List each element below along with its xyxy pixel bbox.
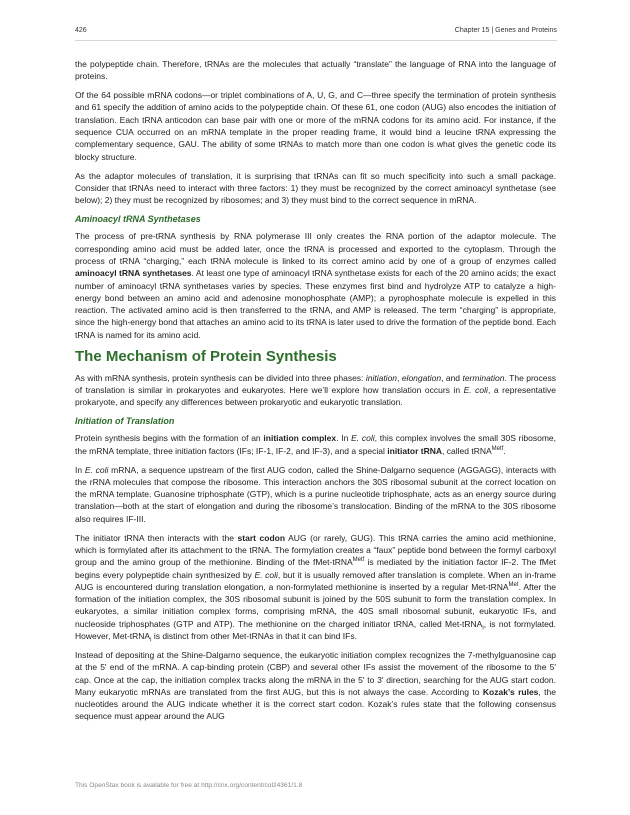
- text-run: , but it is usually removed after translation is complete. When an in-frame AUG is encountered during translation elongation, a non-formylated methionine is inserted by a regular Met-tRNA: [75, 569, 556, 592]
- text-run: In: [75, 464, 85, 475]
- species-name: E. coli: [463, 384, 488, 395]
- text-run: Protein synthesis begins with the formation of an: [75, 433, 264, 444]
- main-content: [75, 58, 556, 729]
- text-run: ,: [397, 372, 402, 383]
- text-run: As with mRNA synthesis, protein synthesis can be divided into three phases:: [75, 372, 366, 383]
- species-name: E. coli: [351, 433, 375, 444]
- text-run: , is not formylated. However, Met-tRNA: [75, 618, 557, 642]
- paragraph: [75, 230, 556, 341]
- paragraph: Of the 64 possible mRNA codons—or triplet combinations of A, U, G, and C—three specify the termination of protein synthesis and 61 specify the addition of amino acids to the polypeptide chain. Of these 61, one codon (AUG) also encodes the initiation of translation. Each tRNA anticodon can base pair with one or more of the mRNA codons for its amino acid. For instance, if the sequence CUA occurred on an mRNA template in the proper reading frame, it would bind a leucine tRNA expressing the complementary sequence, GAU. The ability of some tRNAs to match more than one codon is what gives the genetic code its blocky structure.: [75, 90, 556, 162]
- subsection-heading: Aminoacyl tRNA Synthetases: [75, 214, 201, 225]
- italic-term: initiation: [365, 372, 398, 383]
- text-run: , this complex involves the small 30S ribosome, the mRNA template, three initiation factors (IFs; IF-1, IF-2, and IF-3), and a special: [75, 433, 556, 456]
- paragraph: [75, 649, 556, 723]
- text-run: .: [503, 445, 506, 456]
- key-term: Kozak’s rules: [482, 686, 539, 697]
- subscript: i: [150, 637, 152, 644]
- superscript: Metf: [352, 557, 365, 564]
- text-run: , and: [441, 372, 463, 383]
- text-run: is distinct from other Met-tRNAs in that it can bind IFs.: [151, 631, 357, 642]
- paragraph: [75, 532, 556, 643]
- text-run: , the nucleotides around the AUG indicate whether it is the correct start codon. Kozak’s rules state that the following consensus sequence must appear around the AUG: [75, 686, 556, 722]
- text-run: , called tRNA: [442, 445, 492, 456]
- text-run: mRNA, a sequence upstream of the first AUG codon, called the Shine-Dalgarno sequence (AGGAGG), interacts with the rRNA molecules that compose the ribosome. This interaction anchors the 30S ribosomal subunit at the correct location on the mRNA template. Guanosine triphosphate (GTP), which is a purine nucleotide triphosphate, acts as an energy source during translation—both at the start of elongation and during the ribosome’s translocation. Binding of the mRNA to the 30S ribosome also requires IF-III.: [75, 464, 557, 524]
- subsection-heading: Initiation of Translation: [75, 416, 175, 427]
- key-term: aminoacyl tRNA synthetases: [75, 268, 192, 279]
- text-run: AUG (or rarely, GUG). This tRNA carries the amino acid methionine, which is formylated after its attachment to the tRNA. The formylation creates a “faux” peptide bond between the formyl carboxyl group and the amino group of the methionine. Binding of the fMet-tRNA: [75, 532, 556, 568]
- superscript: Metf: [491, 445, 504, 452]
- text-run: , a representative prokaryote, and specify any differences between prokaryotic and eukaryotic translation.: [75, 384, 556, 408]
- key-term: initiation complex: [263, 433, 337, 444]
- subscript: i: [482, 625, 484, 632]
- paragraph: As the adaptor molecules of translation, it is surprising that tRNAs can fit so much specificity into such a small package. Consider that tRNAs need to interact with three factors: 1) they must be recognized by the correct aminoacyl synthetase (see below); 2) they must be recognized by ribosomes; and 3) they must bind to the correct sequence in mRNA.: [75, 170, 556, 206]
- header-rule: [75, 40, 557, 41]
- paragraph: [75, 464, 556, 525]
- text-run: . After the formation of the initiation complex, the 30S ribosomal subunit is joined by the 50S subunit to form the translation complex. In eukaryotes, a similar initiation complex forms, comprising mRNA, the 40S small ribosomal subunit, eukaryotic IFs, and nucleoside triphosphates (GTP and ATP). The methionine on the charged initiator tRNA, called Met-tRNA: [75, 581, 556, 629]
- text-run: . The process of translation is similar in prokaryotes and eukaryotes. Here we’ll explore how translation occurs in: [75, 372, 556, 395]
- key-term: initiator tRNA: [387, 445, 443, 456]
- text-run: Instead of depositing at the Shine-Dalgarno sequence, the eukaryotic initiation complex recognizes the 7-methylguanosine cap at the 5' end of the mRNA. A cap-binding protein (CBP) and several other IFs assist the movement of the ribosome to the 5' cap. Once at the cap, the initiation complex tracks along the mRNA in the 5' to 3' direction, searching for the AUG start codon. Many eukaryotic mRNAs are translated from the first AUG, but this is not always the case. According to: [75, 649, 556, 697]
- italic-term: elongation: [401, 372, 442, 383]
- page-number: 426: [75, 27, 87, 34]
- species-name: E. coli: [84, 464, 109, 475]
- page-footer: This OpenStax book is available for free at http://cnx.org/content/col24361/1.8: [75, 782, 303, 789]
- key-term: start codon: [237, 532, 286, 543]
- text-run: The process of pre-tRNA synthesis by RNA polymerase III only creates the RNA portion of the adaptor molecule. The corresponding amino acid must be added later, once the tRNA is processed and exported to the cytoplasm. Through the process of tRNA “charging,” each tRNA molecule is linked to its correct amino acid by one of a group of enzymes called: [75, 231, 556, 266]
- text-run: is mediated by the initiation factor IF-2. The fMet begins every polypeptide chain synthesized by: [75, 557, 556, 580]
- paragraph: [75, 432, 556, 457]
- species-name: E. coli: [254, 569, 278, 580]
- paragraph: [75, 372, 556, 409]
- text-run: The initiator tRNA then interacts with the: [75, 532, 238, 543]
- text-run: . In: [336, 433, 352, 444]
- section-heading: The Mechanism of Protein Synthesis: [75, 347, 337, 365]
- page-header: [75, 27, 557, 34]
- italic-term: termination: [462, 372, 505, 383]
- paragraph: the polypeptide chain. Therefore, tRNAs are the molecules that actually “translate” the language of RNA into the language of proteins.: [75, 59, 556, 82]
- chapter-title: Chapter 15 | Genes and Proteins: [454, 27, 557, 34]
- text-run: . At least one type of aminoacyl tRNA synthetase exists for each of the 20 amino acids; the exact number of aminoacyl tRNA synthetases varies by species. These enzymes first bind and hydrolyze ATP to catalyze a high-energy bond between an amino acid and adenosine monophosphate (AMP); a pyrophosphate molecule is expelled in this reaction. The activated amino acid is then transferred to the tRNA, and AMP is released. The term “charging” is appropriate, since the high-energy bond that attaches an amino acid to its tRNA is later used to drive the formation of the peptide bond. Each tRNA is named for its amino acid.: [75, 268, 557, 340]
- superscript: Met: [508, 582, 519, 589]
